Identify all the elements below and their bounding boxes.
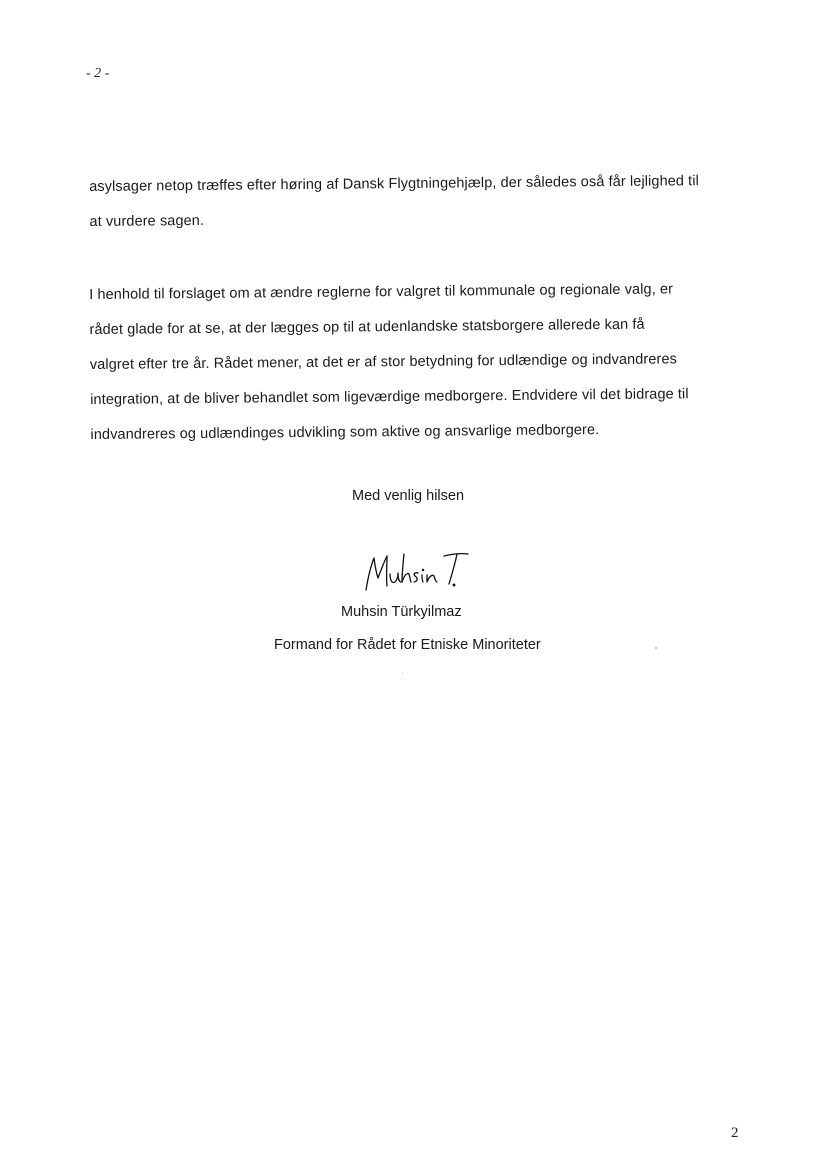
signer-name: Muhsin Türkyilmaz xyxy=(341,604,462,620)
signer-title: Formand for Rådet for Etniske Minoriteter xyxy=(274,637,541,653)
scan-speck xyxy=(402,672,403,673)
paragraph-voting-rights xyxy=(89,272,741,453)
text-line: I henhold til forslaget om at ændre reglerne for valgret til kommunale og regionale valg, er xyxy=(89,281,674,303)
text-line: rådet glade for at se, at der lægges op til at udenlandske statsborgere allerede kan få xyxy=(89,316,645,338)
closing-greeting: Med venlig hilsen xyxy=(352,488,465,504)
page-marker: - 2 - xyxy=(86,66,110,81)
text-line: valgret efter tre år. Rådet mener, at det er af stor betydning for udlændige og indvandreres xyxy=(89,351,678,373)
text-line: integration, at de bliver behandlet som ligeværdige medborgere. Endvidere vil det bidrage til xyxy=(90,386,689,408)
page-number: 2 xyxy=(731,1125,739,1141)
text-line: at vurdere sagen. xyxy=(89,212,205,230)
text-line: indvandreres og udlændinges udvikling som aktive og ansvarlige medborgere. xyxy=(90,422,600,443)
handwritten-signature xyxy=(360,548,480,596)
text-line: asylsager netop træffes efter høring af Dansk Flygtningehjælp, der således oså får lejlighed til xyxy=(89,173,700,195)
scan-speck xyxy=(655,647,657,649)
paragraph-asylum xyxy=(89,164,740,240)
